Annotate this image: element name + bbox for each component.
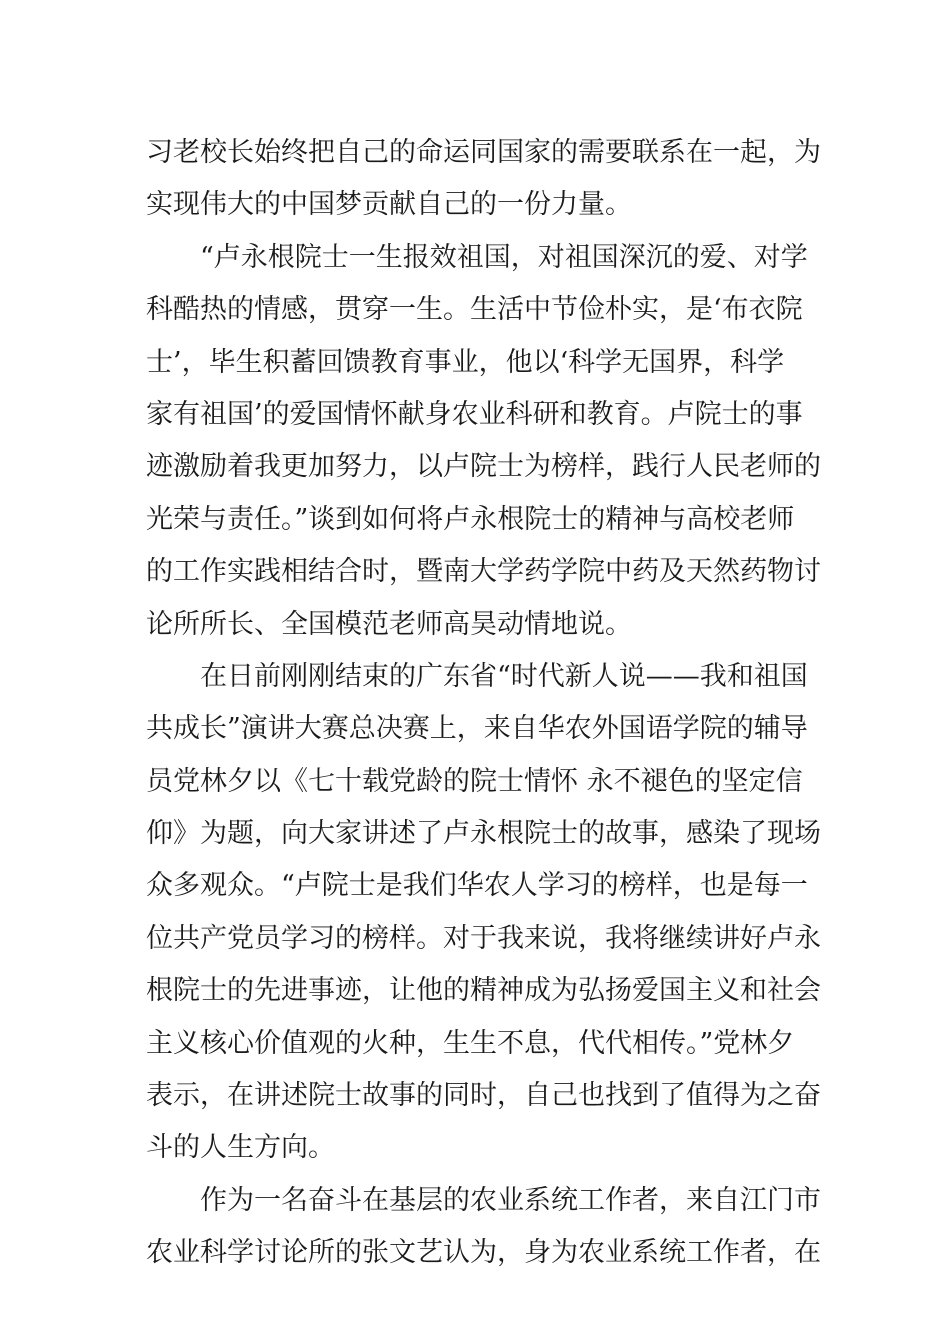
text-line: 家有祖国’的爱国情怀献身农业科研和教育。卢院士的事	[146, 398, 803, 430]
text-line: 众多观众。“卢院士是我们华农人学习的榜样，也是每一	[146, 870, 808, 902]
body-text	[146, 127, 821, 1280]
text-line: 农业科学讨论所的张文艺认为，身为农业系统工作者，在	[146, 1237, 821, 1269]
text-line: 光荣与责任。”谈到如何将卢永根院士的精神与高校老师	[146, 503, 795, 535]
text-line: 迹激励着我更加努力，以卢院士为榜样，践行人民老师的	[146, 451, 821, 483]
text-line: 员党林夕以《七十载党龄的院士情怀 永不褪色的坚定信	[146, 765, 803, 797]
text-line: 作为一名奋斗在基层的农业系统工作者，来自江门市	[200, 1184, 821, 1216]
text-line: 实现伟大的中国梦贡献自己的一份力量。	[146, 189, 632, 221]
text-line: 的工作实践相结合时，暨南大学药学院中药及天然药物讨	[146, 556, 821, 588]
text-line: 表示，在讲述院士故事的同时，自己也找到了值得为之奋	[146, 1080, 821, 1112]
text-line: 斗的人生方向。	[146, 1132, 335, 1164]
text-line: “卢永根院士一生报效祖国，对祖国深沉的爱、对学	[200, 241, 808, 273]
text-line: 主义核心价值观的火种，生生不息，代代相传。”党林夕	[146, 1027, 795, 1059]
text-line: 习老校长始终把自己的命运同国家的需要联系在一起，为	[146, 137, 821, 168]
text-line: 仰》为题，向大家讲述了卢永根院士的故事，感染了现场	[146, 818, 821, 850]
text-line: 论所所长、全国模范老师高昊动情地说。	[146, 608, 632, 640]
text-line: 根院士的先进事迹，让他的精神成为弘扬爱国主义和社会	[146, 975, 821, 1007]
text-line: 位共产党员学习的榜样。对于我来说，我将继续讲好卢永	[146, 922, 821, 954]
text-line: 在日前刚刚结束的广东省“时代新人说——我和祖国	[200, 660, 808, 692]
text-line: 科酷热的情感，贯穿一生。生活中节俭朴实，是‘布衣院	[146, 294, 803, 326]
text-line: 士’，毕生积蓄回馈教育事业，他以‘科学无国界，科学	[146, 346, 785, 378]
text-line: 共成长”演讲大赛总决赛上，来自华农外国语学院的辅导	[146, 713, 808, 745]
